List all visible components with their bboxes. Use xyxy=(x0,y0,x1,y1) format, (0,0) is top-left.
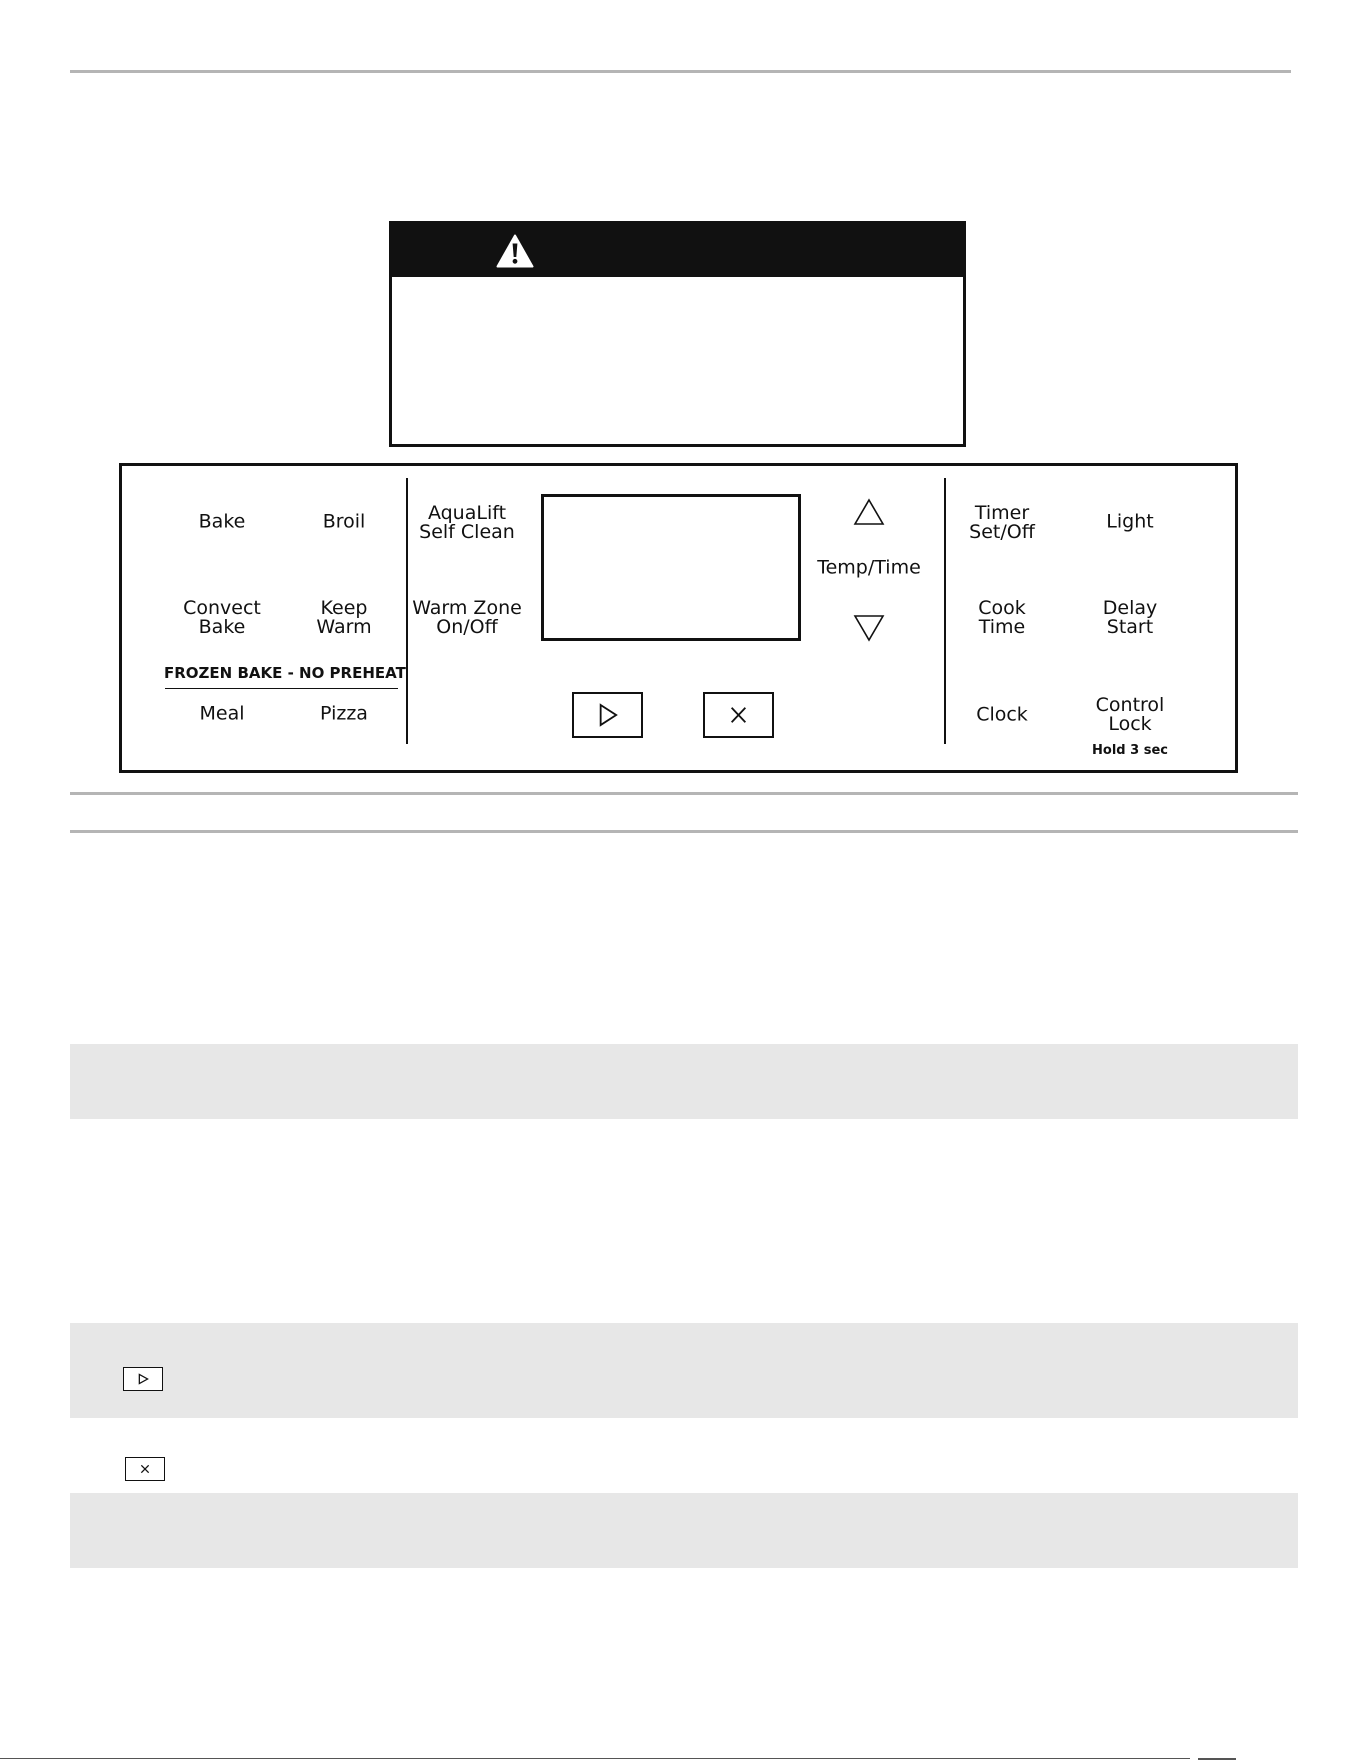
temp-time-down-button[interactable] xyxy=(853,614,885,642)
oven-display-screen xyxy=(541,494,801,641)
frozen-bake-label: FROZEN BAKE - NO PREHEAT xyxy=(164,664,406,682)
timer-set-off-key[interactable] xyxy=(969,504,1035,542)
play-icon xyxy=(124,1368,162,1390)
control-lock-label-line-1: Control xyxy=(1095,694,1165,716)
convect-bake-label-line-1: Convect xyxy=(183,597,261,619)
broil-key-label: Broil xyxy=(322,510,366,533)
cook-time-label-line-2: Time xyxy=(978,616,1026,638)
table-start-icon xyxy=(123,1367,163,1391)
cook-time-label-line-1: Cook xyxy=(978,597,1026,619)
triangle-up-icon xyxy=(853,498,885,526)
delay-start-label-line-2: Start xyxy=(1106,616,1154,638)
keep-warm-key[interactable] xyxy=(316,599,371,637)
play-icon xyxy=(574,694,641,736)
bake-key[interactable] xyxy=(198,510,246,533)
broil-key[interactable] xyxy=(322,510,366,533)
cancel-button[interactable] xyxy=(703,692,774,738)
pizza-key[interactable] xyxy=(320,702,368,725)
warm-zone-label-line-2: On/Off xyxy=(436,616,498,638)
bottom-edge-line xyxy=(0,1758,1190,1759)
frozen-bake-underline xyxy=(165,688,398,689)
section-rule xyxy=(70,830,1298,833)
shaded-row-2 xyxy=(70,1323,1298,1418)
temp-time-up-button[interactable] xyxy=(853,498,885,526)
temp-time-label-key xyxy=(817,556,921,579)
aqualift-label-line-2: Self Clean xyxy=(419,521,515,543)
temp-time-label: Temp/Time xyxy=(817,556,921,579)
pizza-key-label: Pizza xyxy=(320,702,368,725)
start-button[interactable] xyxy=(572,692,643,738)
shaded-row-1 xyxy=(70,1044,1298,1119)
warm-zone-label-line-1: Warm Zone xyxy=(412,597,522,619)
warning-triangle-icon xyxy=(496,234,534,268)
aqualift-self-clean-key[interactable] xyxy=(419,504,515,542)
shaded-row-3 xyxy=(70,1493,1298,1568)
delay-start-key[interactable] xyxy=(1103,599,1158,637)
panel-divider-left xyxy=(406,478,408,744)
aqualift-label-line-1: AquaLift xyxy=(427,502,507,524)
timer-label-line-1: Timer xyxy=(974,502,1030,524)
keep-warm-label-line-1: Keep xyxy=(320,597,368,619)
panel-bottom-rule xyxy=(70,792,1298,795)
table-cancel-icon xyxy=(125,1457,165,1481)
meal-key[interactable] xyxy=(199,702,245,725)
light-key[interactable] xyxy=(1106,510,1154,533)
x-icon xyxy=(705,694,772,736)
control-lock-label-line-2: Lock xyxy=(1108,713,1152,735)
delay-start-label-line-1: Delay xyxy=(1102,597,1158,619)
triangle-down-icon xyxy=(853,614,885,642)
keep-warm-label-line-2: Warm xyxy=(316,616,372,638)
warning-box xyxy=(389,221,966,447)
panel-divider-right xyxy=(944,478,946,744)
cook-time-key[interactable] xyxy=(978,599,1026,637)
top-rule xyxy=(70,70,1291,73)
timer-label-line-2: Set/Off xyxy=(969,521,1035,543)
control-lock-key[interactable] xyxy=(1096,696,1165,734)
convect-bake-key[interactable] xyxy=(183,599,261,637)
light-key-label: Light xyxy=(1106,510,1154,533)
clock-key-label: Clock xyxy=(976,703,1028,726)
warning-header xyxy=(392,224,963,277)
meal-key-label: Meal xyxy=(199,702,245,725)
clock-key[interactable] xyxy=(976,703,1028,726)
convect-bake-label-line-2: Bake xyxy=(198,616,246,638)
bake-key-label: Bake xyxy=(198,510,246,533)
x-icon xyxy=(126,1458,164,1480)
control-lock-hold-note: Hold 3 sec xyxy=(1092,743,1168,758)
bottom-edge-mark xyxy=(1198,1758,1236,1760)
warm-zone-key[interactable] xyxy=(412,599,522,637)
